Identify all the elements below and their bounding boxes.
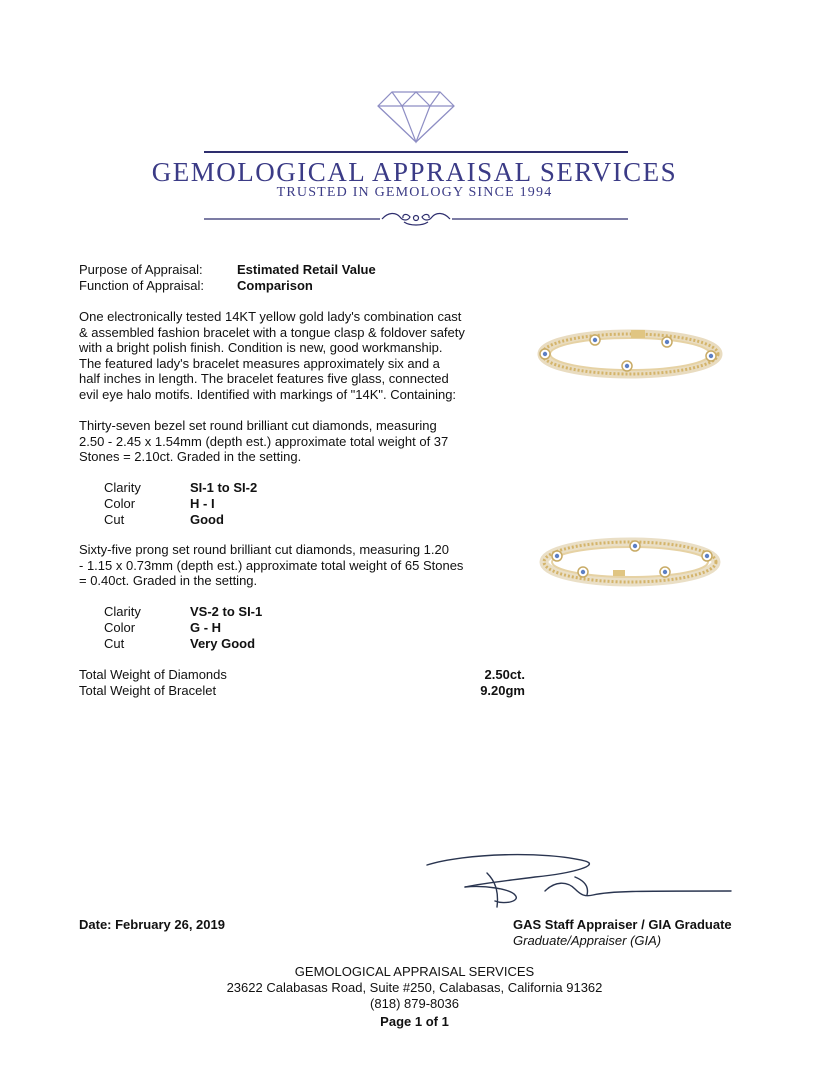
- item-description: [79, 309, 499, 403]
- total-diamonds-value: 2.50ct.: [484, 667, 525, 682]
- stones-1-color-value: H - I: [190, 496, 215, 511]
- total-bracelet-label: Total Weight of Bracelet: [79, 683, 217, 698]
- header-rule: [204, 151, 628, 153]
- footer-company: GEMOLOGICAL APPRAISAL SERVICES: [294, 964, 535, 979]
- stones-2-cut-label: Cut: [104, 636, 125, 651]
- description-line: One electronically tested 14KT yellow gold lady's combination cast: [79, 309, 462, 324]
- bracelet-photo: [535, 322, 725, 380]
- total-diamonds-label: Total Weight of Diamonds: [79, 667, 227, 682]
- stones-2-line: = 0.40ct. Graded in the setting.: [79, 573, 258, 589]
- function-value: Comparison: [237, 278, 313, 293]
- appraiser-subtitle: Graduate/Appraiser (GIA): [513, 933, 662, 948]
- footer-phone: (818) 879-8036: [370, 996, 459, 1011]
- stones-2-clarity-label: Clarity: [104, 604, 141, 619]
- description-line: & assembled fashion bracelet with a tongue clasp & foldover safety: [79, 324, 465, 340]
- appraiser-title: GAS Staff Appraiser / GIA Graduate: [513, 917, 732, 932]
- footer-address: 23622 Calabasas Road, Suite #250, Calabasas, California 91362: [226, 980, 603, 995]
- bracelet-photo: [535, 532, 725, 590]
- stones-1-cut-value: Good: [190, 512, 224, 527]
- total-bracelet-value: 9.20gm: [480, 683, 525, 698]
- appraisal-date: Date: February 26, 2019: [79, 917, 225, 932]
- description-line: half inches in length. The bracelet features five glass, connected: [79, 371, 449, 387]
- function-label: Function of Appraisal:: [79, 278, 205, 293]
- purpose-value: Estimated Retail Value: [237, 262, 376, 277]
- stones-2-color-label: Color: [104, 620, 136, 635]
- scroll-ornament-icon: [204, 212, 628, 226]
- brand-tagline: TRUSTED IN GEMOLOGY SINCE 1994: [276, 185, 553, 200]
- stones-1-color-label: Color: [104, 496, 136, 511]
- stones-2-line: Sixty-five prong set round brilliant cut diamonds, measuring 1.20: [79, 542, 449, 557]
- brand-title: GEMOLOGICAL APPRAISAL SERVICES: [151, 157, 678, 187]
- diamond-logo-icon: [374, 88, 458, 144]
- page-number: Page 1 of 1: [380, 1014, 449, 1029]
- description-line: evil eye halo motifs. Identified with markings of "14K". Containing:: [79, 386, 457, 402]
- stones-2-description: [79, 542, 499, 589]
- stones-2-line: - 1.15 x 0.73mm (depth est.) approximate total weight of 65 Stones: [79, 557, 464, 573]
- stones-1-line: Stones = 2.10ct. Graded in the setting.: [79, 449, 302, 465]
- purpose-label: Purpose of Appraisal:: [79, 262, 203, 277]
- stones-1-cut-label: Cut: [104, 512, 125, 527]
- stones-1-line: 2.50 - 2.45 x 1.54mm (depth est.) approximate total weight of 37: [79, 433, 449, 449]
- description-line: with a bright polish finish. Condition is new, good workmanship.: [79, 340, 443, 356]
- stones-1-clarity-value: SI-1 to SI-2: [190, 480, 258, 495]
- stones-1-description: [79, 418, 499, 465]
- stones-2-color-value: G - H: [190, 620, 222, 635]
- description-line: The featured lady's bracelet measures approximately six and a: [79, 355, 440, 371]
- signature-mark: [425, 851, 745, 913]
- stones-2-cut-value: Very Good: [190, 636, 256, 651]
- stones-2-clarity-value: VS-2 to SI-1: [190, 604, 263, 619]
- stones-1-clarity-label: Clarity: [104, 480, 141, 495]
- stones-1-line: Thirty-seven bezel set round brilliant cut diamonds, measuring: [79, 418, 437, 433]
